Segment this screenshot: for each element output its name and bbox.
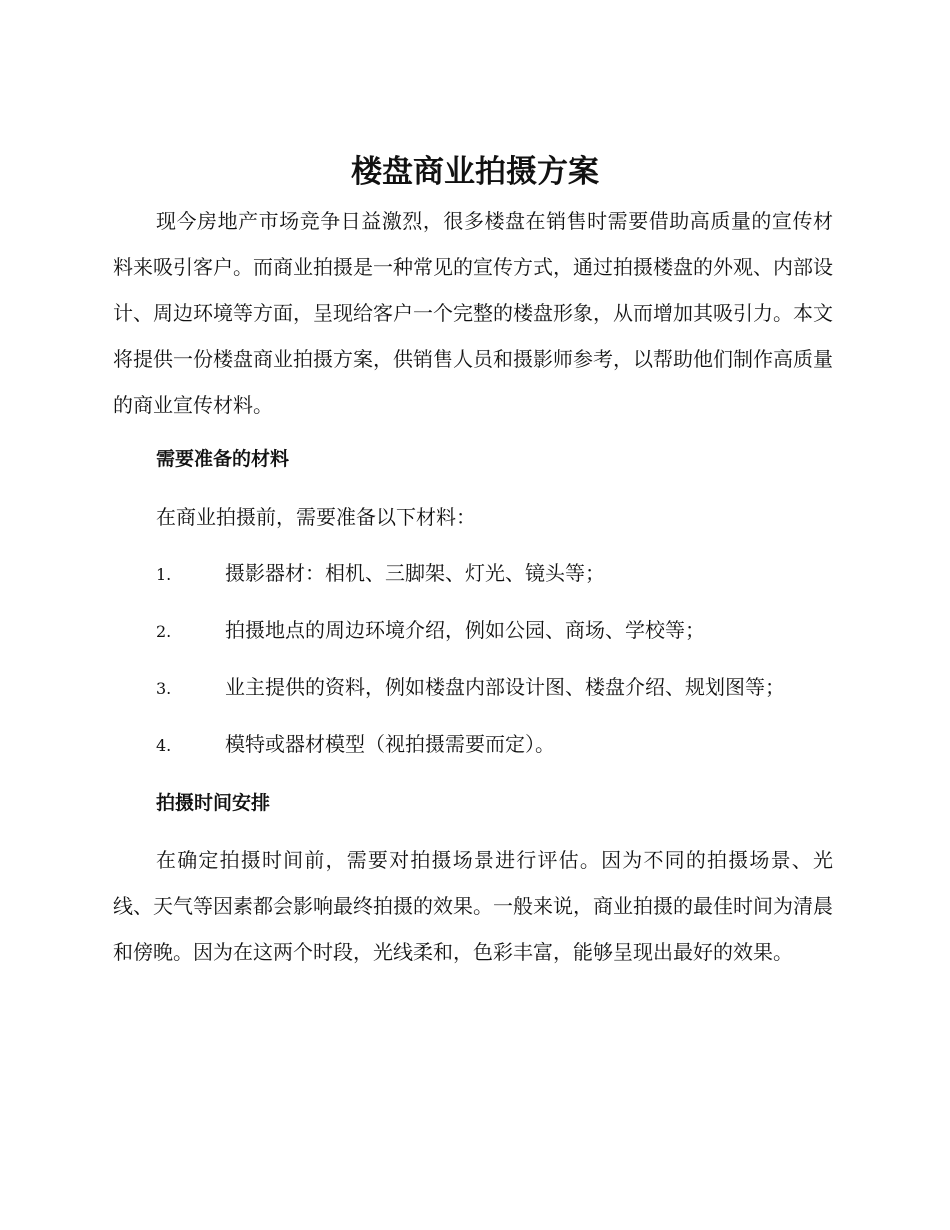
list-item [0, 558, 950, 615]
list-item-text: 拍摄地点的周边环境介绍，例如公园、商场、学校等； [225, 618, 705, 642]
materials-list [0, 558, 950, 786]
list-item-number: 1. [156, 565, 172, 584]
list-item-number: 2. [156, 622, 172, 641]
list-item [0, 615, 950, 672]
section-heading-schedule: 拍摄时间安排 [156, 792, 271, 814]
schedule-paragraph: 在确定拍摄时间前，需要对拍摄场景进行评估。因为不同的拍摄场景、光线、天气等因素都会影响最终拍摄的效果。一般来说，商业拍摄的最佳时间为清晨和傍晚。因为在这两个时段，光线柔和，色彩丰富，能够呈现出最好的效果。 [113, 848, 833, 964]
list-item [0, 729, 950, 786]
intro-paragraph: 现今房地产市场竞争日益激烈，很多楼盘在销售时需要借助高质量的宣传材料来吸引客户。而商业拍摄是一种常见的宣传方式，通过拍摄楼盘的外观、内部设计、周边环境等方面，呈现给客户一个完整的楼盘形象，从而增加其吸引力。本文将提供一份楼盘商业拍摄方案，供销售人员和摄影师参考，以帮助他们制作高质量的商业宣传材料。 [113, 209, 833, 417]
document-title: 楼盘商业拍摄方案 [351, 154, 599, 190]
list-item-text: 模特或器材模型（视拍摄需要而定）。 [225, 732, 555, 756]
list-item-number: 4. [156, 736, 172, 755]
list-item [0, 672, 950, 729]
list-item-number: 3. [156, 679, 172, 698]
section-heading-materials: 需要准备的材料 [156, 448, 290, 470]
list-item-text: 摄影器材：相机、三脚架、灯光、镜头等； [225, 561, 605, 585]
list-item-text: 业主提供的资料，例如楼盘内部设计图、楼盘介绍、规划图等； [225, 675, 785, 699]
materials-lead-text: 在商业拍摄前，需要准备以下材料： [156, 505, 476, 529]
